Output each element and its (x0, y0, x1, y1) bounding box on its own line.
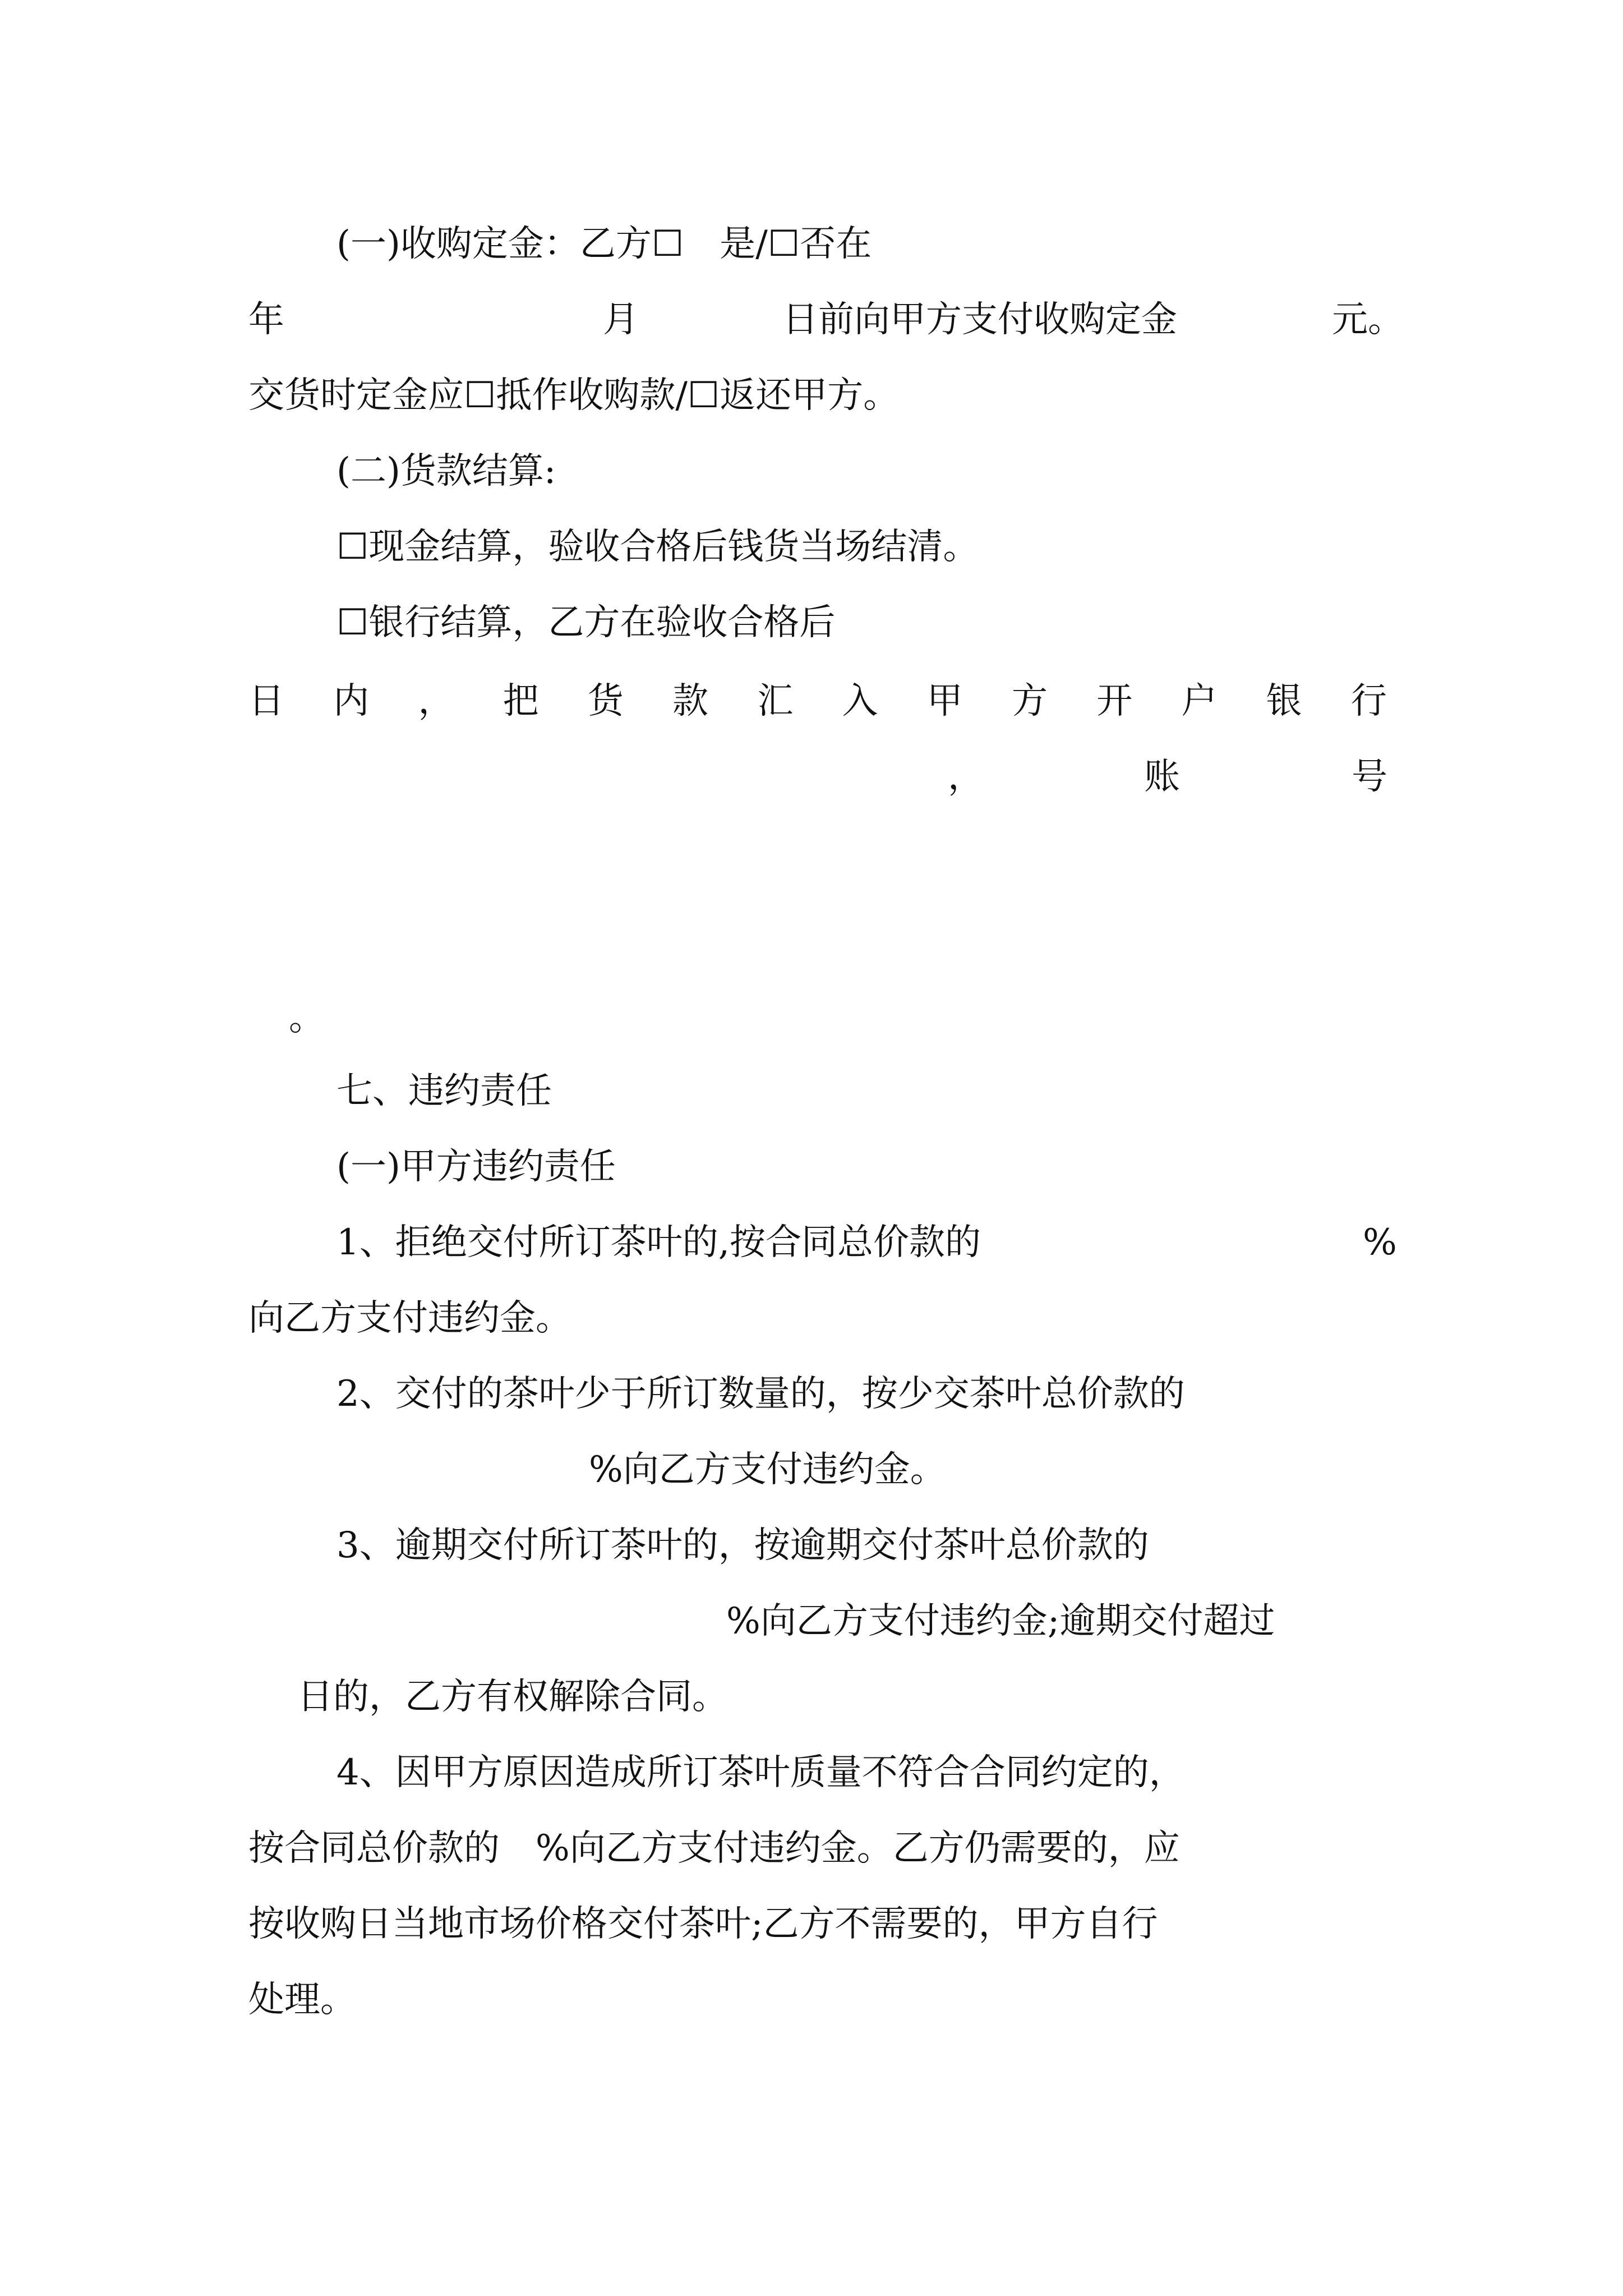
clause-4-text: 4、因甲方原因造成所订茶叶质量不符合合同约定的， (336, 1752, 1185, 1793)
account-label-hao: 号 (1352, 756, 1387, 798)
clause-3-text: 3、逾期交付所订茶叶的，按逾期交付茶叶总价款的 (336, 1525, 1149, 1566)
char: 行 (1350, 680, 1387, 722)
account-comma: ， (948, 756, 984, 798)
char: ， (418, 680, 454, 722)
clause-2-text: 2、交付的茶叶少于所订数量的，按少交茶叶总价款的 (336, 1373, 1185, 1415)
char: 内 (333, 680, 370, 722)
bank-settlement-option: ☐银行结算，乙方在验收合格后 (336, 602, 836, 643)
clause-2-text-cont: %向乙方支付违约金。 (589, 1449, 946, 1490)
deposit-yuan-text: 元。 (1332, 299, 1404, 341)
char: 开 (1096, 680, 1133, 722)
account-label-zhang: 账 (1144, 756, 1180, 798)
bank-transfer-line (248, 679, 1387, 724)
char: 入 (842, 680, 878, 722)
section-title-breach: 七、违约责任 (336, 1070, 552, 1112)
deposit-month-label: 月 (603, 299, 639, 341)
payment-settlement-heading: (二)货款结算: (336, 450, 556, 492)
char: 户 (1181, 680, 1218, 722)
char: 把 (502, 680, 539, 722)
clause-1-text-cont: 向乙方支付违约金。 (248, 1297, 571, 1339)
deposit-delivery-text: 交货时定金应☐抵作收购款/☐返还甲方。 (248, 375, 900, 416)
char: 甲 (926, 680, 963, 722)
char: 银 (1266, 680, 1302, 722)
clause-4-text-cont-2: 按收购日当地市场价格交付茶叶;乙方不需要的，甲方自行 (248, 1903, 1158, 1945)
account-period: 。 (289, 997, 325, 1039)
clause-4-text-end: 处理。 (248, 1979, 356, 2021)
subsection-title-party-a: (一)甲方违约责任 (336, 1146, 616, 1188)
clause-3-text-end: 日的，乙方有权解除合同。 (297, 1676, 728, 1718)
char: 款 (672, 680, 709, 722)
clause-4-text-cont: 按合同总价款的 %向乙方支付违约金。乙方仍需要的，应 (248, 1828, 1180, 1869)
char: 货 (587, 680, 624, 722)
clause-1-percent: % (1363, 1222, 1397, 1263)
deposit-year-label: 年 (248, 299, 284, 341)
cash-settlement-option: ☐现金结算，验收合格后钱货当场结清。 (336, 526, 979, 568)
char: 汇 (757, 680, 794, 722)
deposit-clause: (一)收购定金：乙方☐ 是/☐否在 (336, 223, 872, 265)
char: 方 (1011, 680, 1048, 722)
clause-3-text-cont: %向乙方支付违约金;逾期交付超过 (726, 1600, 1275, 1642)
clause-1-text: 1、拒绝交付所订茶叶的,按合同总价款的 (336, 1222, 981, 1263)
char: 日 (248, 680, 284, 722)
deposit-day-text: 日前向甲方支付收购定金 (782, 299, 1177, 341)
